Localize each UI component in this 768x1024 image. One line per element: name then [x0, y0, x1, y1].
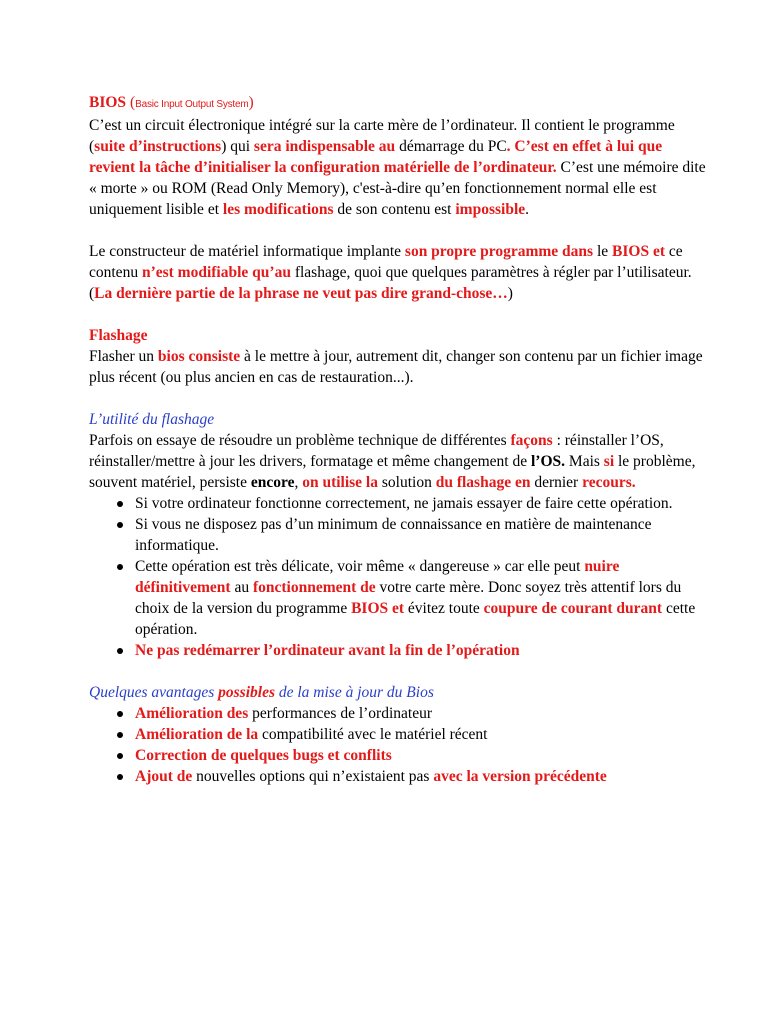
list-item: Correction de quelques bugs et conflits	[89, 745, 708, 766]
utilite-paragraph: Parfois on essaye de résoudre un problème technique de différentes façons : réinstaller l’OS, réinstaller/mettre à jour les drivers, formatage et même changement de l’OS. Mais si le problème, souvent matériel, persiste encore, on utilise la solution du flashage en dernier recours.	[89, 432, 696, 491]
list-item: Cette opération est très délicate, voir même « dangereuse » car elle peut nuire définitivement au fonctionnement de votre carte mère. Donc soyez très attentif lors du choix de la version du programme BIOS et évitez toute coupure de courant durant cette opération.	[89, 556, 708, 640]
list-item: Si vous ne disposez pas d’un minimum de connaissance en matière de maintenance informatique.	[89, 514, 708, 556]
list-item: Amélioration des performances de l’ordinateur	[89, 703, 708, 724]
utilite-heading: L’utilité du flashage	[89, 411, 215, 428]
flashage-paragraph: Flasher un bios consiste à le mettre à jour, autrement dit, changer son contenu par un fichier image plus récent (ou plus ancien en cas de restauration...).	[89, 348, 703, 386]
list-item: Amélioration de la compatibilité avec le matériel récent	[89, 724, 708, 745]
list-item: Si votre ordinateur fonctionne correctement, ne jamais essayer de faire cette opération.	[89, 493, 708, 514]
avantages-bullet-list	[89, 703, 708, 787]
bios-paragraph: C’est un circuit électronique intégré sur la carte mère de l’ordinateur. Il contient le programme (suite d’instructions) qui sera indispensable au démarrage du PC. C’est en effet à lui que revient la tâche d’initialiser la configuration matérielle de l’ordinateur. C’est une mémoire dite « morte » ou ROM (Read Only Memory), c'est-à-dire qu’en fonctionnement normal elle est uniquement lisible et les modifications de son contenu est impossible.	[89, 117, 706, 218]
utilite-bullet-list	[89, 493, 708, 661]
flashage-heading: Flashage	[89, 327, 148, 344]
bios-title: BIOS	[89, 94, 127, 111]
list-item: Ajout de nouvelles options qui n’existaient pas avec la version précédente	[89, 766, 708, 787]
avantages-heading: Quelques avantages possibles de la mise à jour du Bios	[89, 684, 434, 701]
bios-heading: BIOS (Basic Input Output System)	[89, 94, 254, 111]
constructeur-paragraph: Le constructeur de matériel informatique implante son propre programme dans le BIOS et ce contenu n’est modifiable qu’au flashage, quoi que quelques paramètres à régler par l’utilisateur. (La dernière partie de la phrase ne veut pas dire grand-chose…)	[89, 243, 692, 302]
bios-acronym: Basic Input Output System	[135, 99, 249, 110]
list-item: Ne pas redémarrer l’ordinateur avant la fin de l’opération	[89, 640, 708, 661]
